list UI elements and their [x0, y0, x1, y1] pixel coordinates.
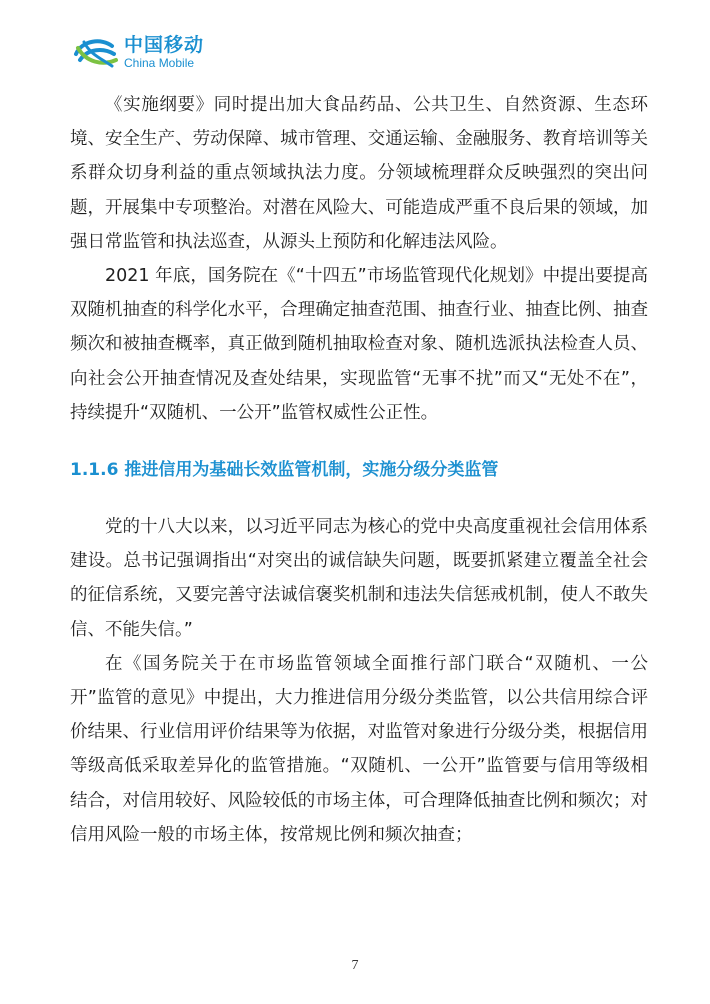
body-paragraph: 2021 年底，国务院在《“十四五”市场监管现代化规划》中提出要提高双随机抽查的科学化水平，合理确定抽查范围、抽查行业、抽查比例、抽查频次和被抽查概率，真正做到随机抽取检查对象、随机选派执法检查人员、向社会公开抽查情况及查处结果，实现监管“无事不扰”而又“无处不在”，持续提升“双随机、一公开”监管权威性公正性。 — [70, 266, 648, 423]
logo-text-en: China Mobile — [124, 56, 195, 70]
body-paragraph: 《实施纲要》同时提出加大食品药品、公共卫生、自然资源、生态环境、安全生产、劳动保障、城市管理、交通运输、金融服务、教育培训等关系群众切身利益的重点领域执法力度。分领域梳理群众反映强烈的突出问题，开展集中专项整治。对潜在风险大、可能造成严重不良后果的领域，加强日常监管和执法巡查，从源头上预防和化解违法风险。 — [70, 95, 648, 252]
section-heading: 1.1.6 推进信用为基础长效监管机制，实施分级分类监管 — [70, 460, 499, 481]
china-mobile-logo-icon — [72, 32, 120, 72]
brand-logo — [72, 30, 204, 74]
body-paragraph: 党的十八大以来，以习近平同志为核心的党中央高度重视社会信用体系建设。总书记强调指出“对突出的诚信缺失问题，既要抓紧建立覆盖全社会的征信系统，又要完善守法诚信褒奖机制和违法失信惩戒机制，使人不敢失信、不能失信。” — [70, 517, 648, 640]
logo-text-cn: 中国移动 — [124, 34, 205, 56]
body-paragraph: 在《国务院关于在市场监管领域全面推行部门联合“双随机、一公开”监管的意见》中提出，大力推进信用分级分类监管，以公共信用综合评价结果、行业信用评价结果等为依据，对监管对象进行分级分类，根据信用等级高低采取差异化的监管措施。“双随机、一公开”监管要与信用等级相结合，对信用较好、风险较低的市场主体，可合理降低抽查比例和频次；对信用风险一般的市场主体，按常规比例和频次抽查； — [70, 653, 648, 845]
page-number: 7 — [351, 958, 359, 973]
page-content — [70, 88, 648, 852]
